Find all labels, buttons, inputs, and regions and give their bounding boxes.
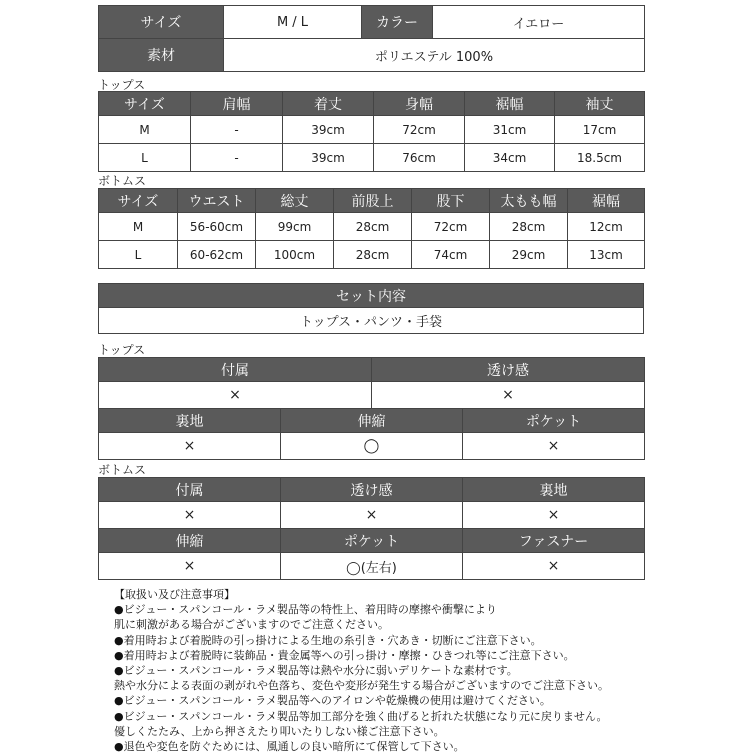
table-header: 肩幅 (191, 92, 283, 116)
table-row (99, 144, 645, 172)
feature-value: × (99, 433, 281, 460)
feature-header-sheerness: 透け感 (281, 478, 463, 502)
feature-value: × (463, 553, 645, 580)
color-value: イエロー (433, 6, 645, 39)
care-note-line: 優しくたたみ、上から押さえたり叩いたりしない様ご注意下さい。 (114, 724, 445, 738)
table-cell: 72cm (374, 116, 465, 144)
feature-value: × (463, 433, 645, 460)
bottoms-features-table (98, 477, 645, 580)
color-label: カラー (362, 6, 433, 39)
care-notes-title: 【取扱い及び注意事項】 (114, 588, 235, 601)
table-header: サイズ (99, 92, 191, 116)
size-label: サイズ (99, 6, 224, 39)
table-cell: - (191, 144, 283, 172)
table-cell: - (191, 116, 283, 144)
set-contents-table (98, 283, 644, 334)
table-cell: M (99, 213, 178, 241)
feature-header-lining: 裏地 (99, 409, 281, 433)
feature-value: × (281, 502, 463, 529)
table-header-row (99, 92, 645, 116)
table-header: 着丈 (283, 92, 374, 116)
table-header: 前股上 (334, 189, 412, 213)
care-note-line: ●ビジュー・スパンコール・ラメ製品等の特性上、着用時の摩擦や衝撃により (114, 603, 497, 617)
feature-value: ◯(左右) (281, 553, 463, 580)
table-cell: M (99, 116, 191, 144)
table-cell: 76cm (374, 144, 465, 172)
feature-value: × (99, 502, 281, 529)
feature-value: ◯ (281, 433, 463, 460)
table-cell: 56-60cm (178, 213, 256, 241)
table-cell: 39cm (283, 116, 374, 144)
table-cell: 74cm (412, 241, 490, 269)
tops-features-label: トップス (98, 343, 146, 357)
table-cell: 99cm (256, 213, 334, 241)
table-cell: 60-62cm (178, 241, 256, 269)
table-header-row (99, 189, 645, 213)
table-cell: 18.5cm (555, 144, 645, 172)
care-note-line: ●ビジュー・スパンコール・ラメ製品等へのアイロンや乾燥機の使用は避けてください。 (114, 694, 551, 708)
material-value: ポリエステル 100% (224, 39, 645, 72)
care-note-line: ●ビジュー・スパンコール・ラメ製品等加工部分を強く曲げると折れた状態になり元に戻りません。 (114, 709, 608, 723)
table-header: 裾幅 (465, 92, 555, 116)
bottoms-section-label: ボトムス (98, 174, 147, 188)
feature-header-stretch: 伸縮 (281, 409, 463, 433)
table-row (99, 213, 645, 241)
feature-header-pocket: ポケット (281, 529, 463, 553)
table-header: 身幅 (374, 92, 465, 116)
material-label: 素材 (99, 39, 224, 72)
bottoms-features-label: ボトムス (98, 463, 147, 477)
care-note-line: ●ビジュー・スパンコール・ラメ製品等は熱や水分に弱いデリケートな素材です。 (114, 663, 518, 677)
table-cell: 28cm (490, 213, 568, 241)
feature-value: × (99, 553, 281, 580)
table-cell: L (99, 144, 191, 172)
table-header: 裾幅 (568, 189, 645, 213)
table-cell: 29cm (490, 241, 568, 269)
care-note-line: 熱や水分による表面の剥がれや色落ち、変色や変形が発生する場合がございますのでご注意下さい。 (114, 679, 609, 693)
feature-header-stretch: 伸縮 (99, 529, 281, 553)
feature-header-accessories: 付属 (99, 358, 372, 382)
tops-section-label: トップス (98, 78, 146, 92)
size-value: M / L (224, 6, 362, 39)
table-cell: 31cm (465, 116, 555, 144)
table-header: 袖丈 (555, 92, 645, 116)
feature-header-zipper: ファスナー (463, 529, 645, 553)
table-cell: 100cm (256, 241, 334, 269)
tops-size-table (98, 91, 645, 172)
table-header: 股下 (412, 189, 490, 213)
care-note-line: ●着用時および着脱時の引っ掛けによる生地の糸引き・穴あき・切断にご注意下さい。 (114, 633, 542, 647)
table-cell: 28cm (334, 213, 412, 241)
table-header: 総丈 (256, 189, 334, 213)
set-contents-header: セット内容 (99, 284, 644, 308)
table-cell: 17cm (555, 116, 645, 144)
table-header: 太もも幅 (490, 189, 568, 213)
table-cell: 72cm (412, 213, 490, 241)
table-row (99, 116, 645, 144)
care-note-line: ●着用時および着脱時に装飾品・貴金属等への引っ掛け・摩擦・ひきつれ等にご注意下さい。 (114, 648, 575, 662)
care-note-line: ●退色や変色を防ぐためには、風通しの良い暗所にて保管して下さい。 (114, 739, 465, 753)
table-cell: L (99, 241, 178, 269)
feature-header-sheerness: 透け感 (372, 358, 645, 382)
table-row (99, 241, 645, 269)
set-contents-value: トップス・パンツ・手袋 (99, 308, 644, 334)
feature-value: × (463, 502, 645, 529)
tops-features-table (98, 357, 645, 460)
table-cell: 39cm (283, 144, 374, 172)
bottoms-size-table (98, 188, 645, 269)
table-cell: 28cm (334, 241, 412, 269)
table-cell: 12cm (568, 213, 645, 241)
feature-value: × (372, 382, 645, 409)
table-cell: 13cm (568, 241, 645, 269)
feature-header-pocket: ポケット (463, 409, 645, 433)
table-cell: 34cm (465, 144, 555, 172)
table-header: ウエスト (178, 189, 256, 213)
feature-header-accessories: 付属 (99, 478, 281, 502)
care-notes (114, 587, 609, 754)
table-header: サイズ (99, 189, 178, 213)
feature-value: × (99, 382, 372, 409)
product-info-table (98, 5, 645, 72)
care-note-line: 肌に刺激がある場合がございますのでご注意ください。 (114, 618, 389, 632)
feature-header-lining: 裏地 (463, 478, 645, 502)
